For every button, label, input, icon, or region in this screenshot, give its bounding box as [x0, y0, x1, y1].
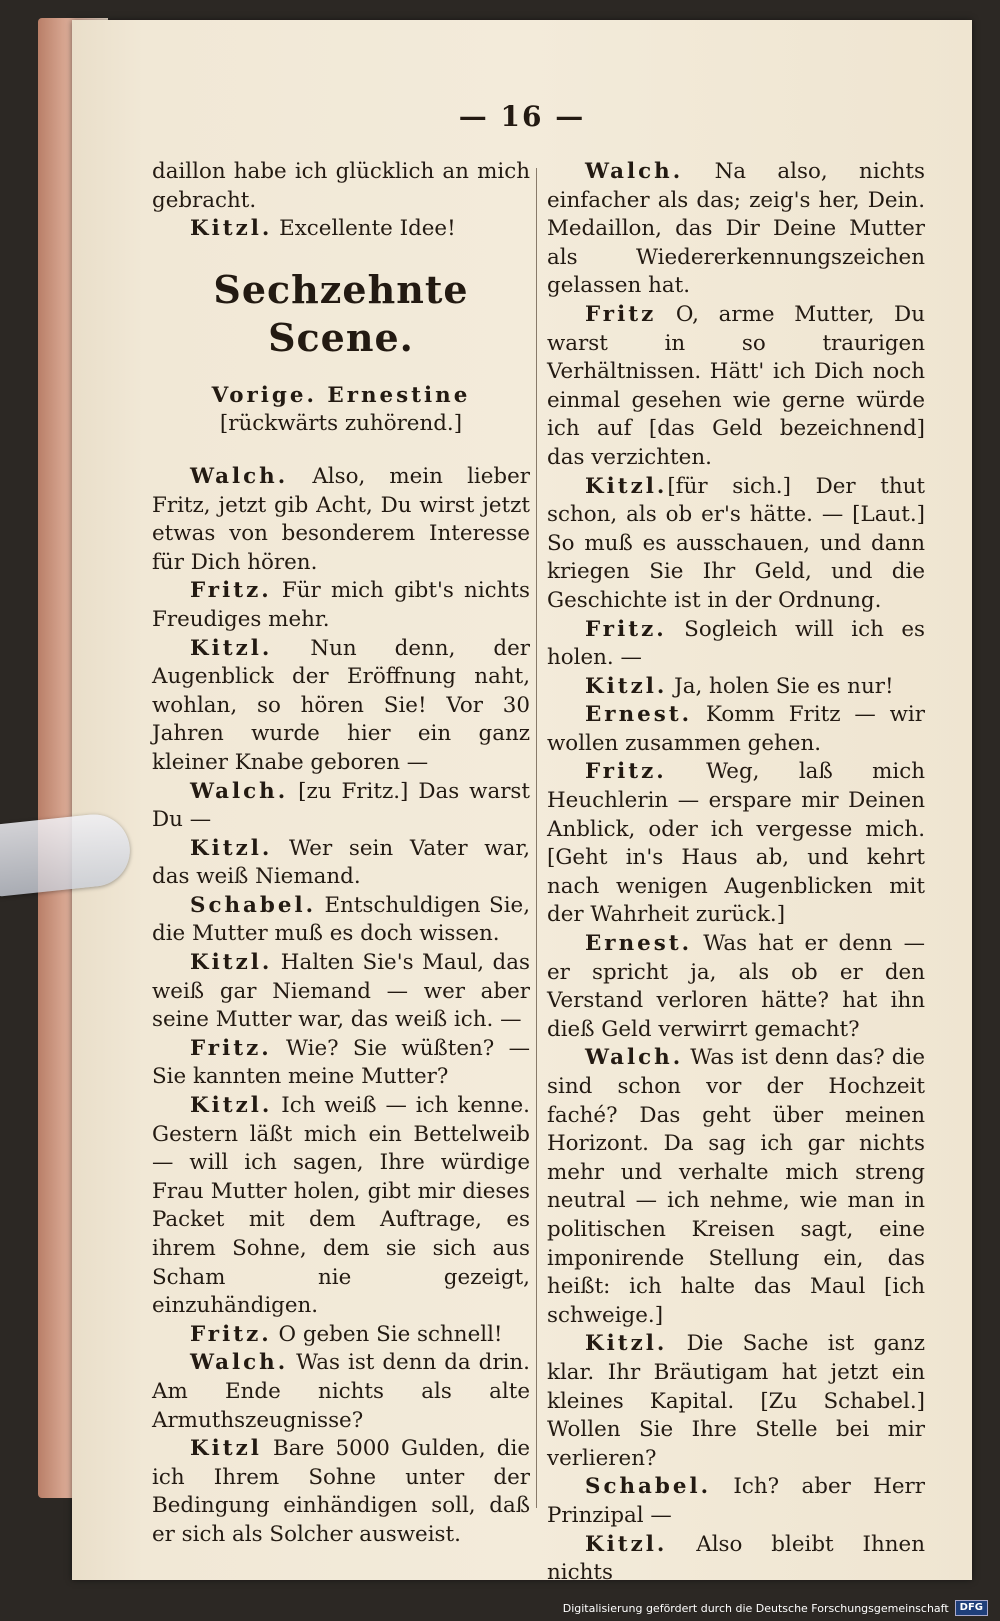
speaker-name: Schabel.	[585, 1474, 712, 1500]
dialogue-line	[547, 301, 925, 473]
dialogue-text: O, arme Mutter, Du warst in so traurigen Verhältnissen. Hätt' ich Dich noch einmal gesehen wie gerne würde ich auf [das Geld bezeichnend] das verzichten.	[547, 301, 925, 470]
dialogue-line	[152, 635, 530, 778]
dialogue-line	[152, 577, 530, 634]
dialogue-line	[547, 1531, 925, 1588]
column-divider	[536, 168, 537, 1508]
speaker-name: Fritz	[585, 301, 657, 327]
dialogue-text: Die Sache ist ganz klar. Ihr Bräutigam hat jetzt ein kleines Kapital. [Zu Schabel.] Wollen Sie Ihre Stelle bei mir verlieren?	[547, 1331, 925, 1471]
dialogue-text: Entschuldigen Sie, die Mutter muß es doch wissen.	[152, 892, 530, 947]
speaker-name: Kitzl.	[190, 835, 273, 861]
footer-credit	[563, 1599, 988, 1617]
speaker-name: Walch.	[585, 1045, 684, 1071]
dialogue-line	[152, 1321, 530, 1350]
speaker-name: Kitzl.	[585, 1331, 668, 1357]
speaker-name: Kitzl.	[190, 216, 273, 242]
speaker-name: Schabel.	[190, 892, 317, 918]
dialogue-text: Komm Fritz — wir wollen zusammen gehen.	[547, 702, 925, 756]
speaker-name: Ernest.	[585, 931, 693, 957]
dialogue-text: Weg, laß mich Heuchlerin — erspare mir Deinen Anblick, oder ich vergesse mich. [Geht in's Haus ab, und kehrt nach wenigen Augenblicken mit der Wahrheit zurück.]	[547, 759, 925, 928]
speaker-name: Walch.	[585, 159, 684, 184]
cast-names: Vorige. Ernestine	[211, 382, 471, 408]
dialogue-text: [zu Fritz.] Das warst Du —	[152, 778, 530, 833]
dialogue-text: Wer sein Vater war, das weiß Niemand.	[152, 835, 530, 890]
speaker-name: Walch.	[190, 1350, 289, 1376]
speaker-name: Kitzl.	[585, 1531, 668, 1557]
dialogue-line	[547, 616, 925, 673]
dialogue-text: Na also, nichts einfacher als das; zeig's her, Dein. Medaillon, das Dir Deine Mutter als Wiedererkennungszeichen gelassen hat.	[547, 159, 925, 299]
dialogue-line	[152, 215, 530, 244]
dialogue-line	[547, 673, 925, 702]
stage-direction: [rückwärts zuhörend.]	[219, 411, 463, 437]
speaker-name: Kitzl.	[190, 950, 273, 976]
dialogue-text: Sogleich will ich es holen. —	[547, 616, 925, 671]
footer-text: Digitalisierung gefördert durch die Deutsche Forschungsgemeinschaft	[562, 1601, 949, 1615]
speaker-name: Walch.	[190, 778, 289, 804]
dialogue-line	[152, 463, 530, 577]
speaker-name: Kitzl.	[585, 673, 668, 699]
dialogue-line	[152, 949, 530, 1035]
dialogue-text: Nun denn, der Augenblick der Eröffnung naht, wohlan, so hören Sie! Vor 30 Jahren wurde hier ein ganz kleiner Knabe geboren —	[152, 635, 530, 775]
dialogue-line	[152, 1349, 530, 1435]
speaker-name: Fritz.	[190, 1321, 272, 1347]
cast-line	[152, 382, 530, 439]
dialogue-text: Also bleibt Ihnen nichts	[547, 1531, 925, 1586]
dialogue-text: Halten Sie's Maul, das weiß gar Niemand — wer aber seine Mutter war, das weiß ich. —	[152, 950, 530, 1033]
dialogue-line	[547, 1044, 925, 1330]
speaker-name: Fritz.	[190, 1035, 272, 1061]
dialogue-line	[152, 892, 530, 949]
dialogue-text: Ich? aber Herr Prinzipal —	[547, 1474, 925, 1528]
dialogue-line	[152, 1035, 530, 1092]
dialogue-line	[547, 1330, 925, 1473]
dialogue-text: Für mich gibt's nichts Freudiges mehr.	[152, 578, 530, 632]
speaker-name: Kitzl.	[190, 1093, 273, 1119]
right-column	[547, 158, 925, 1588]
speaker-name: Kitzl	[190, 1436, 262, 1462]
dialogue-line	[152, 1435, 530, 1549]
dialogue-text: Wie? Sie wüßten? — Sie kannten meine Mutter?	[152, 1035, 530, 1090]
dialogue-text: Was ist denn das? die sind schon vor der Hochzeit faché? Das geht über meinen Horizont. Da sag ich gar nichts mehr und verhalte mich streng neutral — ich nehme, wie man in politischen Kreisen sagt, eine imponirende Stellung ein, das heißt: ich halte das Maul [ich schweige.]	[547, 1045, 925, 1328]
page-number: — 16 —	[458, 100, 586, 133]
dialogue-text: Was hat er denn — er spricht ja, als ob er den Verstand verloren hätte? hat ihn dieß Geld verwirrt gemacht?	[547, 931, 925, 1042]
dialogue-text: Ja, holen Sie es nur!	[667, 673, 894, 699]
speaker-name: Walch.	[190, 463, 289, 489]
dialogue-text: O geben Sie schnell!	[271, 1321, 503, 1347]
dialogue-text: Also, mein lieber Fritz, jetzt gib Acht, Du wirst jetzt etwas von besonderem Interesse für Dich hören.	[152, 463, 530, 575]
speaker-name: Fritz.	[585, 616, 667, 642]
dialogue-text: [für sich.] Der thut schon, als ob er's hätte. — [Laut.] So muß es ausschauen, und dann kriegen Sie Ihr Geld, und die Geschichte ist in der Ordnung.	[547, 473, 925, 613]
speaker-name: Kitzl.	[190, 635, 273, 661]
dialogue-line	[152, 1092, 530, 1321]
dialogue-text: Excellente Idee!	[272, 216, 456, 242]
dialogue-line	[547, 701, 925, 758]
left-column	[152, 158, 530, 1550]
book-page	[72, 20, 972, 1586]
speaker-name: Ernest.	[585, 702, 693, 728]
speaker-name: Fritz.	[585, 759, 667, 785]
dialogue-text: Was ist denn da drin. Am Ende nichts als alte Armuthszeugnisse?	[152, 1350, 530, 1433]
dialogue-line	[547, 930, 925, 1044]
dialogue-text: Ich weiß — ich kenne. Gestern läßt mich ein Bettelweib — will ich sagen, Ihre würdige Frau Mutter holen, gibt mir dieses Packet mit dem Auftrage, es ihrem Sohne, dem sie sich aus Scham nie gezeigt, einzuhändigen.	[152, 1093, 530, 1319]
dialogue-line	[547, 158, 925, 301]
dialogue-line	[547, 473, 925, 616]
scene-title: Sechzehnte Scene.	[213, 266, 469, 360]
dialogue-line	[152, 835, 530, 892]
paragraph: daillon habe ich glücklich an mich gebracht.	[152, 159, 530, 213]
dialogue-line	[152, 778, 530, 835]
dfg-logo: DFG	[955, 1600, 988, 1616]
dialogue-line	[547, 758, 925, 930]
speaker-name: Fritz.	[190, 578, 272, 604]
speaker-name: Kitzl.	[585, 473, 668, 499]
dialogue-line	[547, 1473, 925, 1530]
dialogue-text: Bare 5000 Gulden, die ich Ihrem Sohne unter der Bedingung einhändigen soll, daß er sich als Solcher ausweist.	[152, 1436, 530, 1547]
